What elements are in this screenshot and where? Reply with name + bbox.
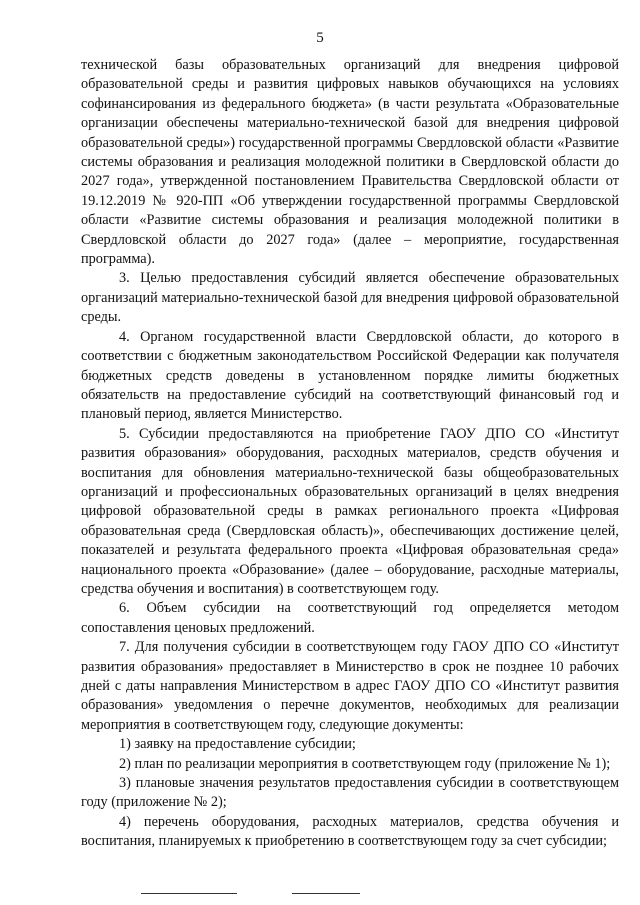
- paragraph-7: 7. Для получения субсидии в соответствующем году ГАОУ ДПО СО «Институт развития образования» предоставляет в Министерство в срок не позднее 10 рабочих дней с даты направления Министерством в адрес ГАОУ ДПО СО «Институт развития образования» уведомления о перечне документов, необходимых для реализации мероприятия в соответствующем году, следующие документы:: [81, 639, 619, 733]
- document-body: [81, 56, 619, 852]
- list-item-3: 3) плановые значения результатов предоставления субсидии в соответствующем году (приложение № 2);: [81, 775, 619, 811]
- page-number: 5: [316, 30, 324, 46]
- list-item-4: 4) перечень оборудования, расходных материалов, средства обучения и воспитания, планируемых к приобретению в соответствующем году за счет субсидии;: [81, 813, 619, 850]
- list-item-1: 1) заявку на предоставление субсидии;: [119, 736, 356, 753]
- paragraph-4: 4. Органом государственной власти Свердловской области, до которого в соответствии с бюджетным законодательством Российской Федерации как получателя бюджетных средств доведены в установленном порядке лимиты бюджетных обязательств на предоставление субсидий на соответствующий финансовый год и плановый период, является Министерство.: [81, 328, 619, 423]
- scan-artifact-line: [292, 893, 360, 894]
- paragraph-3: 3. Целью предоставления субсидий является обеспечение образовательных организаций материально-технической базой для внедрения цифровой образовательной среды.: [81, 270, 619, 326]
- list-item-2: 2) план по реализации мероприятия в соответствующем году (приложение № 1);: [119, 755, 611, 772]
- paragraph-6: 6. Объем субсидии на соответствующий год определяется методом сопоставления ценовых предложений.: [81, 600, 619, 636]
- paragraph-continuation: технической базы образовательных организаций для внедрения цифровой образовательной среды и развития цифровых навыков обучающихся на условиях софинансирования из федерального бюджета» (в части результата «Образовательные организации обеспечены материально-технической базой для внедрения цифровой образовательной среды») государственной программы Свердловской области «Развитие системы образования и реализация молодежной политики в Свердловской области до 2027 года», утвержденной постановлением Правительства Свердловской области от 19.12.2019 № 920-ПП «Об утверждении государственной программы Свердловской области «Развитие системы образования и реализация молодежной политики в Свердловской области до 2027 года» (далее – мероприятие, государственная программа).: [81, 57, 619, 268]
- scan-artifact-line: [141, 893, 237, 894]
- paragraph-5: 5. Субсидии предоставляются на приобретение ГАОУ ДПО СО «Институт развития образования» оборудования, расходных материалов, средств обучения и воспитания для обновления материально-технической базы общеобразовательных организаций и профессиональных образовательных организаций в целях внедрения цифровой образовательной среды в рамках регионального проекта «Цифровая образовательная среда (Свердловская область)», обеспечивающих достижение целей, показателей и результата федерального проекта «Цифровая образовательная среда» национального проекта «Образование» (далее – оборудование, расходные материалы, средства обучения и воспитания) в соответствующем году.: [81, 425, 619, 597]
